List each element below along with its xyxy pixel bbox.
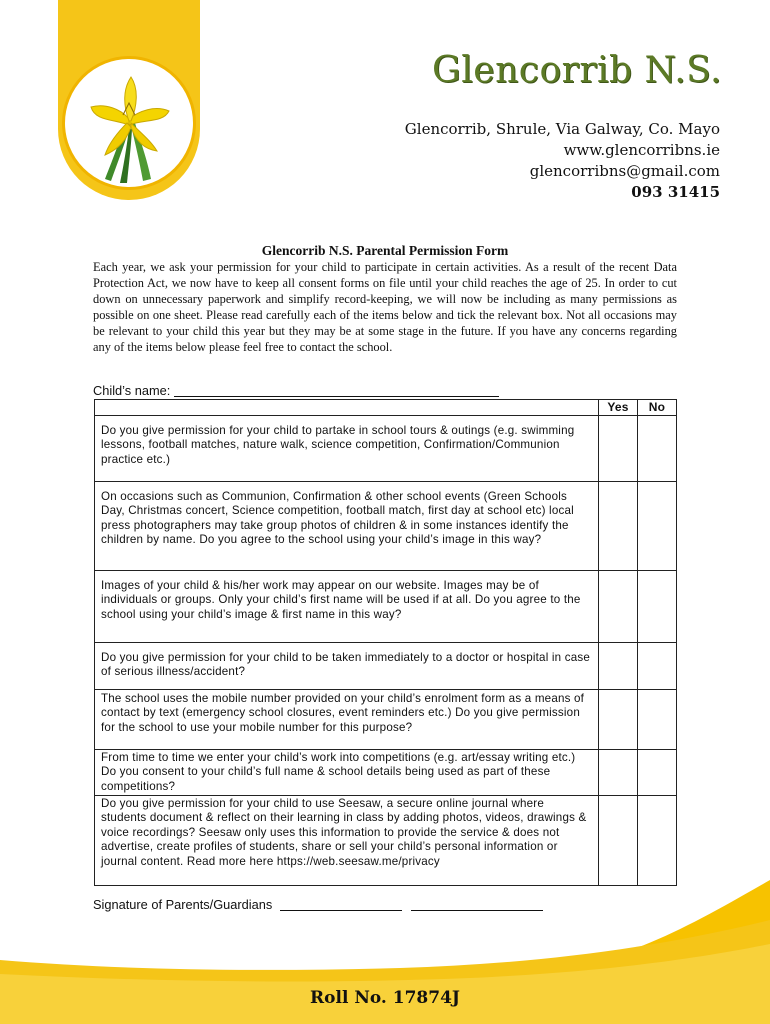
- school-crest: [62, 56, 196, 190]
- yes-checkbox[interactable]: [599, 689, 638, 749]
- question-text: Do you give permission for your child to use Seesaw, a secure online journal where students document & reflect on their learning in class by adding photos, videos, drawings & voice recordings? Seesaw only uses this information to provide the service & does not advertise, create profiles of students, share or sell your child’s personal information or journal content. Read more here https://web.seesaw.me/privacy: [95, 795, 599, 885]
- roll-number: Roll No. 17874J: [310, 988, 460, 1008]
- question-text: Images of your child & his/her work may appear on our website. Images may be of individuals or groups. Only your child’s first name will be used if at all. Do you agree to the school using your child’s image & first name in this way?: [95, 570, 599, 642]
- yes-checkbox[interactable]: [599, 570, 638, 642]
- no-checkbox[interactable]: [638, 749, 677, 795]
- question-header: [95, 400, 599, 416]
- yes-checkbox[interactable]: [599, 749, 638, 795]
- question-text: From time to time we enter your child’s work into competitions (e.g. art/essay writing etc.) Do you consent to your child’s full name & school details being used as part of these competitions?: [95, 749, 599, 795]
- yellow-iris-flower-icon: [65, 59, 193, 187]
- form-title: Glencorrib N.S. Parental Permission Form: [261, 243, 509, 258]
- logo-banner: [58, 0, 200, 200]
- yes-checkbox[interactable]: [599, 415, 638, 481]
- table-row: [95, 415, 677, 481]
- yes-checkbox[interactable]: [599, 642, 638, 689]
- question-text: Do you give permission for your child to be taken immediately to a doctor or hospital in case of serious illness/accident?: [95, 642, 599, 689]
- yes-checkbox[interactable]: [599, 481, 638, 570]
- no-checkbox[interactable]: [638, 481, 677, 570]
- question-text: Do you give permission for your child to partake in school tours & outings (e.g. swimming lessons, football matches, nature walk, science competition, Confirmation/Communion practice etc.): [95, 415, 599, 481]
- table-row: [95, 570, 677, 642]
- yes-column-header: Yes: [599, 400, 638, 416]
- school-website[interactable]: www.glencorribns.ie: [563, 141, 720, 159]
- school-phone: 093 31415: [631, 183, 720, 201]
- table-row: [95, 689, 677, 749]
- school-email[interactable]: glencorribns@gmail.com: [529, 162, 720, 180]
- no-checkbox[interactable]: [638, 415, 677, 481]
- table-row: [95, 749, 677, 795]
- no-checkbox[interactable]: [638, 570, 677, 642]
- form-intro: Each year, we ask your permission for your child to participate in certain activities. As a result of the recent Data Protection Act, we now have to keep all consent forms on file until your child reaches the age of 25. In order to cut down on unnecessary paperwork and simplify record-keeping, we will now be including as many permissions as possible on one sheet. Please read carefully each of the items below and tick the relevant box. Not all occasions may be relevant to your child this year but they may be at some stage in the future. If you have any concerns regarding any of the items below please feel free to contact the school.: [93, 260, 677, 354]
- school-name: Glencorrib N.S.: [432, 50, 722, 91]
- signature-label: Signature of Parents/Guardians: [93, 897, 273, 912]
- school-address: Glencorrib, Shrule, Via Galway, Co. Mayo: [404, 120, 720, 138]
- child-name-label: Child’s name:: [93, 383, 171, 398]
- table-row: [95, 481, 677, 570]
- question-text: On occasions such as Communion, Confirmation & other school events (Green Schools Day, Christmas concert, Science competition, football match, first day at school etc) local press photographers may take group photos of children & in some instances identify the children by name. Do you agree to the school using your child’s image in this way?: [95, 481, 599, 570]
- permission-table: [94, 399, 677, 886]
- child-name-field[interactable]: [174, 396, 499, 397]
- table-row: [95, 642, 677, 689]
- no-checkbox[interactable]: [638, 689, 677, 749]
- question-text: The school uses the mobile number provided on your child’s enrolment form as a means of contact by text (emergency school closures, event reminders etc.) Do you give permission for the school to use your mobile number for this purpose?: [95, 689, 599, 749]
- no-column-header: No: [638, 400, 677, 416]
- child-name-row: [93, 383, 499, 398]
- no-checkbox[interactable]: [638, 642, 677, 689]
